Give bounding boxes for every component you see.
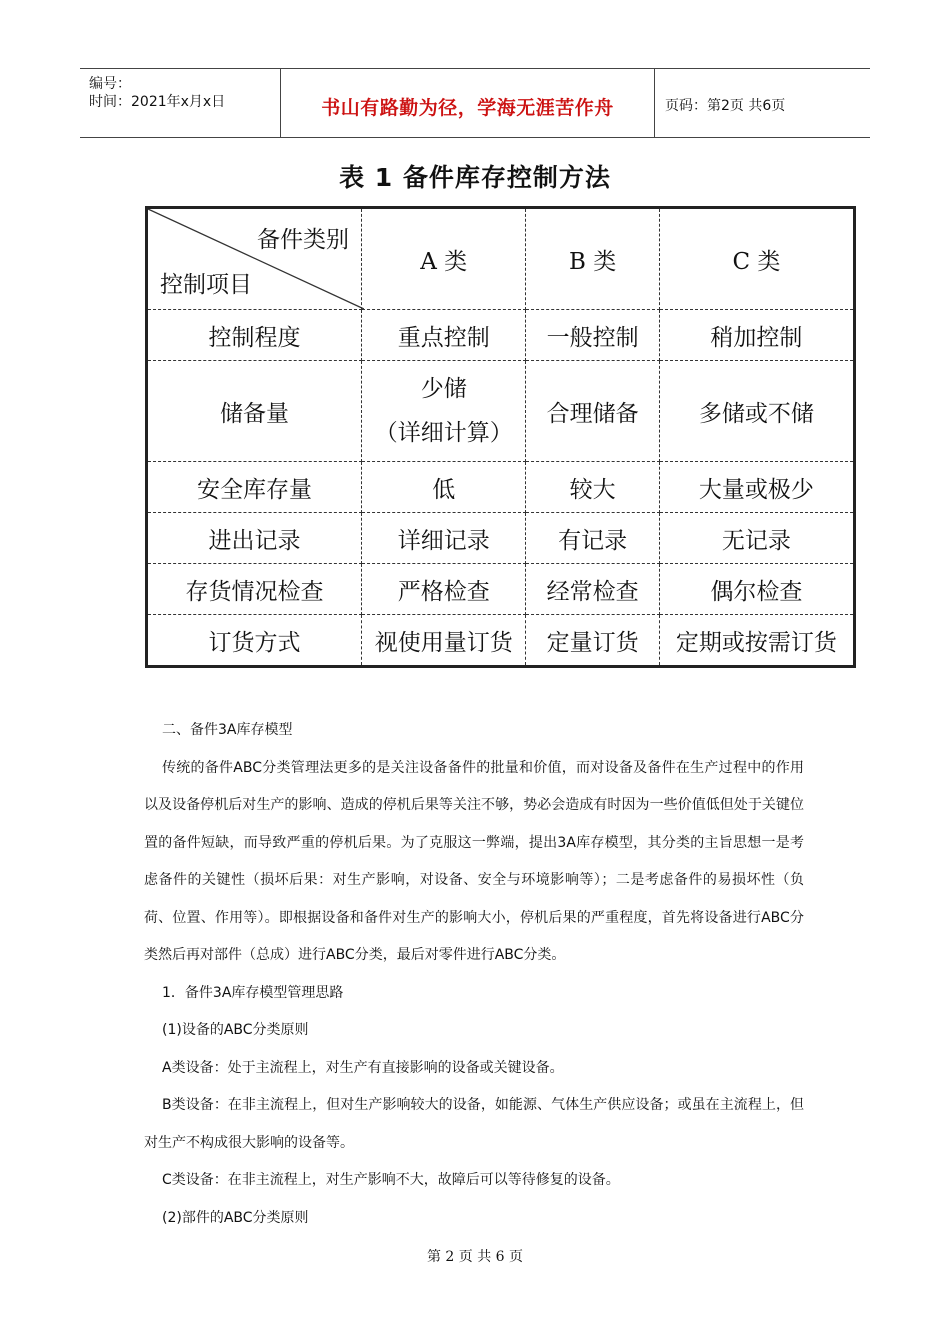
cell-c: 偶尔检查	[659, 564, 854, 615]
cell-b: 较大	[526, 462, 659, 513]
page-header	[80, 68, 870, 138]
subsection-heading: 1．备件3A库存模型管理思路	[162, 984, 344, 1001]
table-header-row	[147, 208, 855, 310]
motto: 书山有路勤为径，学海无涯苦作舟	[321, 97, 614, 119]
corner-cell	[147, 208, 362, 310]
table-row	[147, 462, 855, 513]
cell-a: 视使用量订货	[362, 615, 526, 667]
inventory-control-table	[145, 206, 856, 668]
table-row	[147, 615, 855, 667]
row-label: 订货方式	[147, 615, 362, 667]
header-meta-cell	[80, 69, 281, 137]
cell-c: 无记录	[659, 513, 854, 564]
body-text	[144, 712, 804, 1237]
table-title: 表 1 备件库存控制方法	[339, 163, 611, 192]
cell-b: 有记录	[526, 513, 659, 564]
row-label: 存货情况检查	[147, 564, 362, 615]
column-header-a: A 类	[362, 208, 526, 310]
cell-a: 低	[362, 462, 526, 513]
cell-c: 稍加控制	[659, 310, 854, 361]
header-motto-cell	[281, 69, 655, 137]
corner-top-label: 备件类别	[257, 227, 350, 253]
cell-c: 定期或按需订货	[659, 615, 854, 667]
cell-b: 经常检查	[526, 564, 659, 615]
paragraph: A类设备：处于主流程上，对生产有直接影响的设备或关键设备。	[162, 1059, 564, 1076]
paragraph: 传统的备件ABC分类管理法更多的是关注设备备件的批量和价值，而对设备及备件在生产过程中的作用以及设备停机后对生产的影响、造成的停机后果等关注不够，势必会造成有时因为一些价值低但处于关键位置的备件短缺，而导致严重的停机后果。为了克服这一弊端，提出3A库存模型，其分类的主旨思想一是考虑备件的关键性（损坏后果：对生产影响，对设备、安全与环境影响等）；二是考虑备件的易损坏性（负荷、位置、作用等）。即根据设备和备件对生产的影响大小，停机后果的严重程度，首先将设备进行ABC分类然后再对部件（总成）进行ABC分类，最后对零件进行ABC分类。	[144, 759, 804, 963]
section-heading: 二、备件3A库存模型	[162, 722, 293, 738]
row-label: 安全库存量	[147, 462, 362, 513]
table-row	[147, 310, 855, 361]
time-label: 时间：2021年x月x日	[89, 94, 226, 110]
cell-a: 严格检查	[362, 564, 526, 615]
cell-c: 多储或不储	[659, 361, 854, 462]
table-row	[147, 564, 855, 615]
cell-b: 定量订货	[526, 615, 659, 667]
column-header-b: B 类	[526, 208, 659, 310]
row-label: 控制程度	[147, 310, 362, 361]
paragraph: (1)设备的ABC分类原则	[162, 1022, 309, 1038]
page-footer: 第 2 页 共 6 页	[426, 1249, 524, 1265]
number-label: 编号：	[89, 76, 131, 92]
cell-a: 少储 （详细计算）	[362, 361, 526, 462]
cell-a: 重点控制	[362, 310, 526, 361]
cell-c: 大量或极少	[659, 462, 854, 513]
cell-a: 详细记录	[362, 513, 526, 564]
cell-b: 合理储备	[526, 361, 659, 462]
column-header-c: C 类	[659, 208, 854, 310]
corner-bottom-label: 控制项目	[160, 272, 252, 298]
row-label: 储备量	[147, 361, 362, 462]
paragraph: C类设备：在非主流程上，对生产影响不大，故障后可以等待修复的设备。	[162, 1172, 620, 1188]
paragraph: B类设备：在非主流程上，但对生产影响较大的设备，如能源、气体生产供应设备；或虽在主流程上，但对生产不构成很大影响的设备等。	[144, 1097, 804, 1151]
table-row	[147, 361, 855, 462]
cell-b: 一般控制	[526, 310, 659, 361]
row-label: 进出记录	[147, 513, 362, 564]
table-row	[147, 513, 855, 564]
header-page-cell	[655, 69, 870, 137]
page-number-label: 页码：第2页 共6页	[665, 98, 786, 114]
paragraph: (2)部件的ABC分类原则	[162, 1209, 309, 1226]
